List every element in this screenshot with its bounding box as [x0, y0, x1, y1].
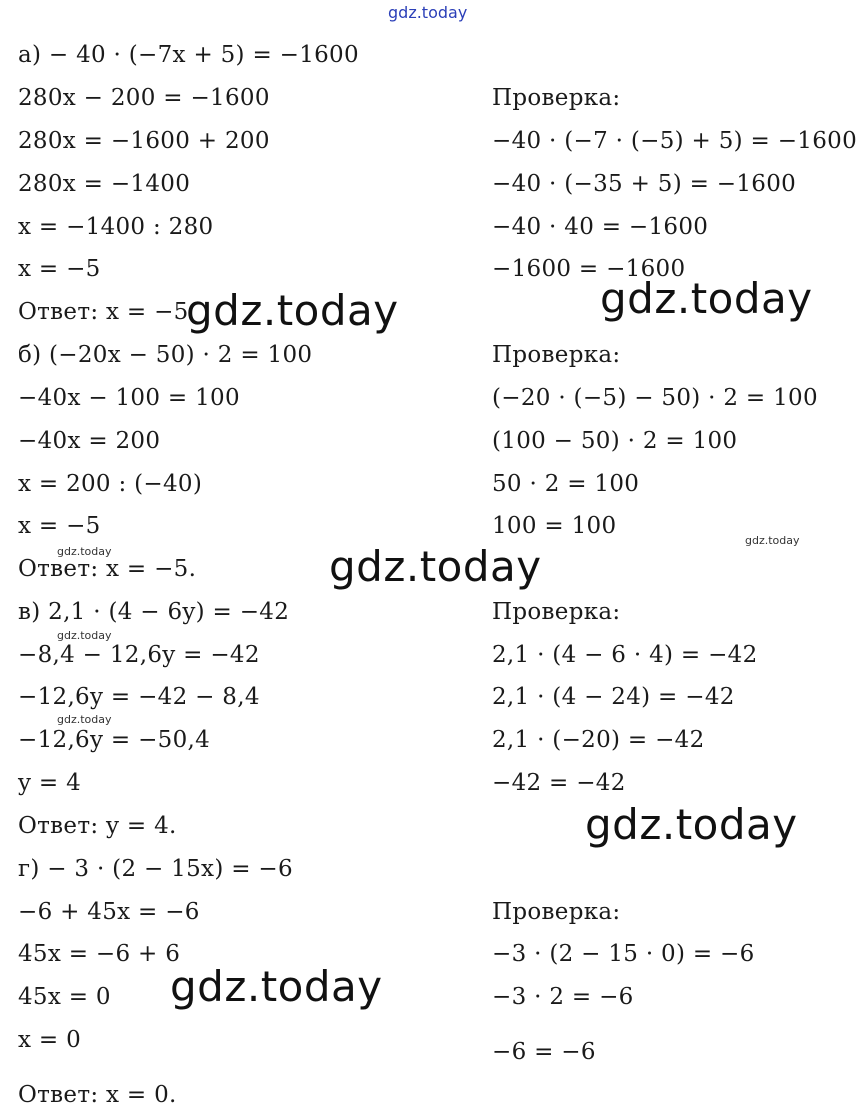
check-line: −42 = −42 — [492, 770, 626, 796]
check-b-header: Проверка: — [492, 342, 621, 368]
watermark-small: gdz.today — [57, 629, 112, 642]
solution-line: x = −5 — [18, 256, 101, 282]
watermark: gdz.today — [170, 962, 383, 1011]
check-line: −40 · (−35 + 5) = −1600 — [492, 171, 797, 197]
solution-d-header: г) − 3 · (2 − 15x) = −6 — [18, 856, 293, 882]
check-line: −1600 = −1600 — [492, 256, 686, 282]
check-line: −40 · 40 = −1600 — [492, 214, 709, 240]
solution-line: −6 + 45x = −6 — [18, 899, 200, 925]
answer-a: Ответ: x = −5 — [18, 299, 189, 325]
solution-line: −40x − 100 = 100 — [18, 385, 240, 411]
solution-line: x = 0 — [18, 1027, 81, 1053]
watermark: gdz.today — [186, 286, 399, 335]
solution-line: −12,6y = −42 − 8,4 — [18, 684, 260, 710]
solution-c-header: в) 2,1 · (4 − 6y) = −42 — [18, 599, 290, 625]
check-line: −3 · (2 − 15 · 0) = −6 — [492, 941, 755, 967]
solution-line: 280x = −1600 + 200 — [18, 128, 270, 154]
watermark-top: gdz.today — [388, 3, 468, 22]
solution-line: x = −5 — [18, 513, 101, 539]
check-c-header: Проверка: — [492, 599, 621, 625]
solution-line: x = −1400 : 280 — [18, 214, 214, 240]
solution-b-header: б) (−20x − 50) · 2 = 100 — [18, 342, 313, 368]
check-line: 100 = 100 — [492, 513, 617, 539]
watermark-small: gdz.today — [745, 534, 800, 547]
solution-line: x = 200 : (−40) — [18, 471, 203, 497]
solution-line: 280x − 200 = −1600 — [18, 85, 270, 111]
check-line: 50 · 2 = 100 — [492, 471, 640, 497]
solution-line: 45x = −6 + 6 — [18, 941, 181, 967]
watermark-small: gdz.today — [57, 545, 112, 558]
solution-line: −8,4 − 12,6y = −42 — [18, 642, 260, 668]
solution-line: 280x = −1400 — [18, 171, 191, 197]
check-line: 2,1 · (4 − 24) = −42 — [492, 684, 735, 710]
check-d-header: Проверка: — [492, 899, 621, 925]
watermark: gdz.today — [585, 800, 798, 849]
check-line: −40 · (−7 · (−5) + 5) = −1600 — [492, 128, 858, 154]
watermark-small: gdz.today — [57, 713, 112, 726]
solution-line: y = 4 — [18, 770, 82, 796]
check-a-header: Проверка: — [492, 85, 621, 111]
check-line: 2,1 · (−20) = −42 — [492, 727, 705, 753]
solution-line: −40x = 200 — [18, 428, 161, 454]
check-line: −3 · 2 = −6 — [492, 984, 634, 1010]
check-line: (100 − 50) · 2 = 100 — [492, 428, 738, 454]
watermark: gdz.today — [600, 274, 813, 323]
solution-line: 45x = 0 — [18, 984, 111, 1010]
check-line: 2,1 · (4 − 6 · 4) = −42 — [492, 642, 758, 668]
solution-line: −12,6y = −50,4 — [18, 727, 211, 753]
answer-c: Ответ: y = 4. — [18, 813, 177, 839]
check-line: (−20 · (−5) − 50) · 2 = 100 — [492, 385, 818, 411]
check-line: −6 = −6 — [492, 1039, 596, 1065]
watermark: gdz.today — [329, 542, 542, 591]
solution-a-header: а) − 40 · (−7x + 5) = −1600 — [18, 42, 359, 68]
answer-d: Ответ: x = 0. — [18, 1082, 177, 1108]
answer-b: Ответ: x = −5. — [18, 556, 197, 582]
